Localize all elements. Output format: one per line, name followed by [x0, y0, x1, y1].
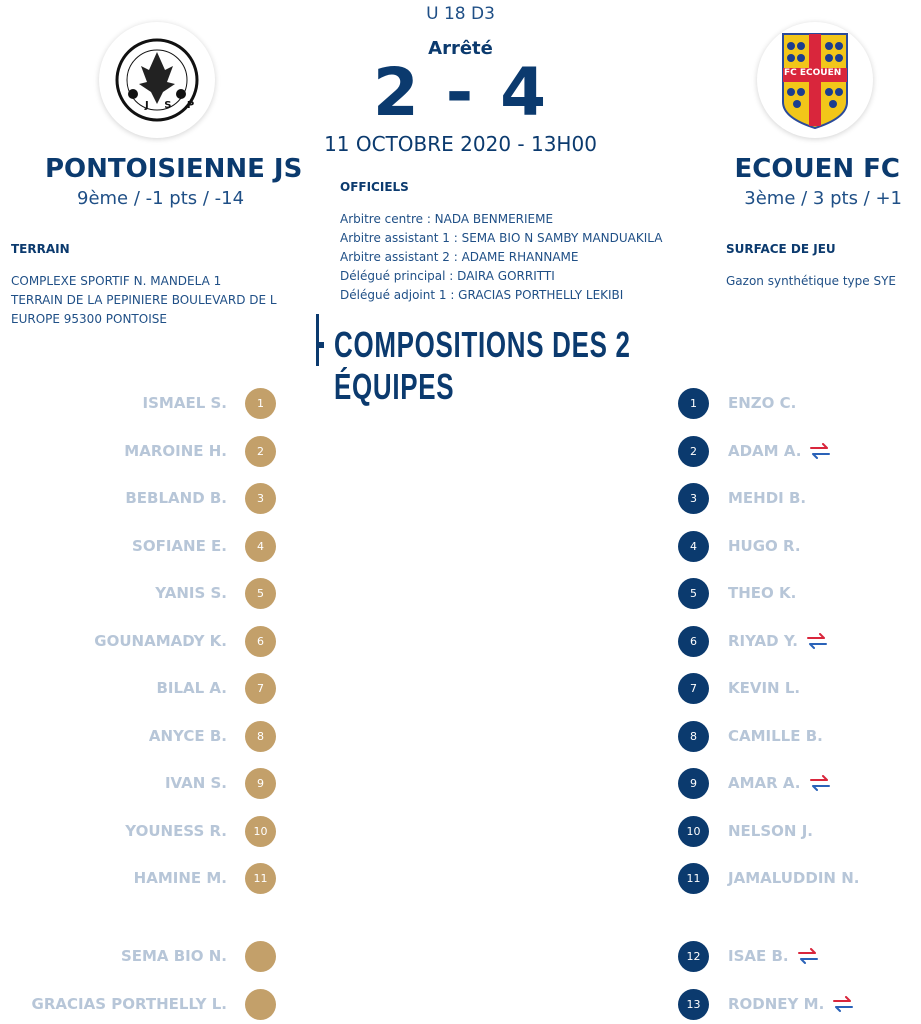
- surface-value: Gazon synthétique type SYE: [726, 274, 896, 288]
- home-team-name[interactable]: PONTOISIENNE JS: [45, 154, 303, 184]
- away-player-number: 6: [678, 626, 709, 657]
- away-player-number: 9: [678, 768, 709, 799]
- match-status: Arrêté: [428, 38, 493, 59]
- home-player-number: 9: [245, 768, 276, 799]
- away-player-number: 11: [678, 863, 709, 894]
- away-player-name[interactable]: NELSON J.: [728, 821, 813, 840]
- home-player-name[interactable]: SEMA BIO N.: [120, 947, 227, 965]
- officiels-title: OFFICIELS: [340, 180, 409, 194]
- terrain-line: TERRAIN DE LA PEPINIERE BOULEVARD DE L: [11, 293, 277, 307]
- section-bullet: [318, 342, 324, 348]
- substitution-icon: [806, 633, 828, 649]
- away-player-name[interactable]: ISAE B.: [728, 947, 789, 965]
- home-player-number: 11: [245, 863, 276, 894]
- terrain-address: [11, 272, 311, 329]
- home-player-number: 4: [245, 531, 276, 562]
- away-player-name[interactable]: ENZO C.: [728, 394, 797, 412]
- home-player-name[interactable]: ISMAEL S.: [142, 394, 227, 412]
- away-player-number: 2: [678, 436, 709, 467]
- home-player-name[interactable]: GOUNAMADY K.: [94, 631, 227, 650]
- away-player-number: 10: [678, 816, 709, 847]
- home-player-name[interactable]: BILAL A.: [156, 679, 227, 697]
- away-team-logo[interactable]: [757, 22, 873, 138]
- substitution-icon: [809, 775, 831, 791]
- home-player-name[interactable]: GRACIAS PORTHELLY L.: [31, 994, 227, 1013]
- surface-title: SURFACE DE JEU: [726, 242, 836, 256]
- officiels-list: [340, 210, 662, 305]
- away-player-number: 5: [678, 578, 709, 609]
- away-player-name[interactable]: RIYAD Y.: [728, 631, 798, 650]
- away-team-name[interactable]: ECOUEN FC: [734, 154, 900, 184]
- home-player-number: 8: [245, 721, 276, 752]
- jsp-crest-icon: [99, 22, 215, 138]
- home-player-name[interactable]: IVAN S.: [164, 774, 227, 792]
- home-logo-letters: J S P: [145, 100, 201, 111]
- away-player-name[interactable]: CAMILLE B.: [728, 726, 823, 745]
- home-player-name[interactable]: YOUNESS R.: [125, 821, 227, 840]
- officiel-line: Arbitre assistant 2 : ADAME RHANNAME: [340, 250, 579, 264]
- home-player-number: 7: [245, 673, 276, 704]
- away-player-name[interactable]: HUGO R.: [728, 536, 801, 555]
- away-player-name[interactable]: THEO K.: [728, 584, 797, 602]
- terrain-line: COMPLEXE SPORTIF N. MANDELA 1: [11, 274, 222, 288]
- home-player-name[interactable]: BEBLAND B.: [125, 489, 227, 507]
- substitution-icon: [797, 948, 819, 964]
- terrain-title: TERRAIN: [11, 242, 70, 256]
- section-divider: [316, 314, 319, 366]
- home-player-number: [245, 989, 276, 1020]
- away-player-name[interactable]: RODNEY M.: [728, 994, 825, 1013]
- competition-label: U 18 D3: [426, 4, 495, 24]
- home-player-name[interactable]: SOFIANE E.: [132, 536, 227, 555]
- away-team-stats: 3ème / 3 pts / +1: [744, 188, 902, 209]
- away-player-number: 7: [678, 673, 709, 704]
- away-player-number: 12: [678, 941, 709, 972]
- officiel-line: Délégué principal : DAIRA GORRITTI: [340, 269, 555, 283]
- home-team-logo[interactable]: [99, 22, 215, 138]
- home-player-number: 2: [245, 436, 276, 467]
- home-player-number: 5: [245, 578, 276, 609]
- home-player-name[interactable]: MAROINE H.: [124, 441, 227, 460]
- ecouen-crest-icon: [757, 22, 873, 138]
- officiel-line: Délégué adjoint 1 : GRACIAS PORTHELLY LEKIBI: [340, 288, 624, 302]
- home-player-number: 1: [245, 388, 276, 419]
- away-player-number: 1: [678, 388, 709, 419]
- home-player-name[interactable]: ANYCE B.: [148, 726, 227, 745]
- terrain-line: EUROPE 95300 PONTOISE: [11, 312, 167, 326]
- home-player-number: [245, 941, 276, 972]
- substitution-icon: [809, 443, 831, 459]
- officiel-line: Arbitre centre : NADA BENMERIEME: [340, 212, 554, 226]
- home-player-number: 10: [245, 816, 276, 847]
- away-player-name[interactable]: ADAM A.: [728, 441, 802, 460]
- away-logo-text: FC ECOUEN: [784, 68, 842, 78]
- away-player-number: 8: [678, 721, 709, 752]
- away-player-name[interactable]: JAMALUDDIN N.: [728, 869, 860, 887]
- away-player-name[interactable]: AMAR A.: [728, 774, 801, 792]
- away-player-number: 4: [678, 531, 709, 562]
- home-player-name[interactable]: YANIS S.: [155, 584, 227, 602]
- away-player-number: 3: [678, 483, 709, 514]
- match-datetime: 11 OCTOBRE 2020 - 13H00: [324, 132, 597, 156]
- substitution-icon: [832, 996, 854, 1012]
- home-team-stats: 9ème / -1 pts / -14: [77, 188, 245, 209]
- away-player-name[interactable]: KEVIN L.: [728, 679, 801, 697]
- officiel-line: Arbitre assistant 1 : SEMA BIO N SAMBY MANDUAKILA: [340, 231, 663, 245]
- match-score: 2 - 4: [372, 54, 549, 131]
- home-player-name[interactable]: HAMINE M.: [133, 869, 227, 887]
- home-player-number: 6: [245, 626, 276, 657]
- home-player-number: 3: [245, 483, 276, 514]
- away-player-number: 13: [678, 989, 709, 1020]
- away-player-name[interactable]: MEHDI B.: [728, 489, 807, 507]
- compositions-title: COMPOSITIONS DES 2 ÉQUIPES: [334, 324, 631, 407]
